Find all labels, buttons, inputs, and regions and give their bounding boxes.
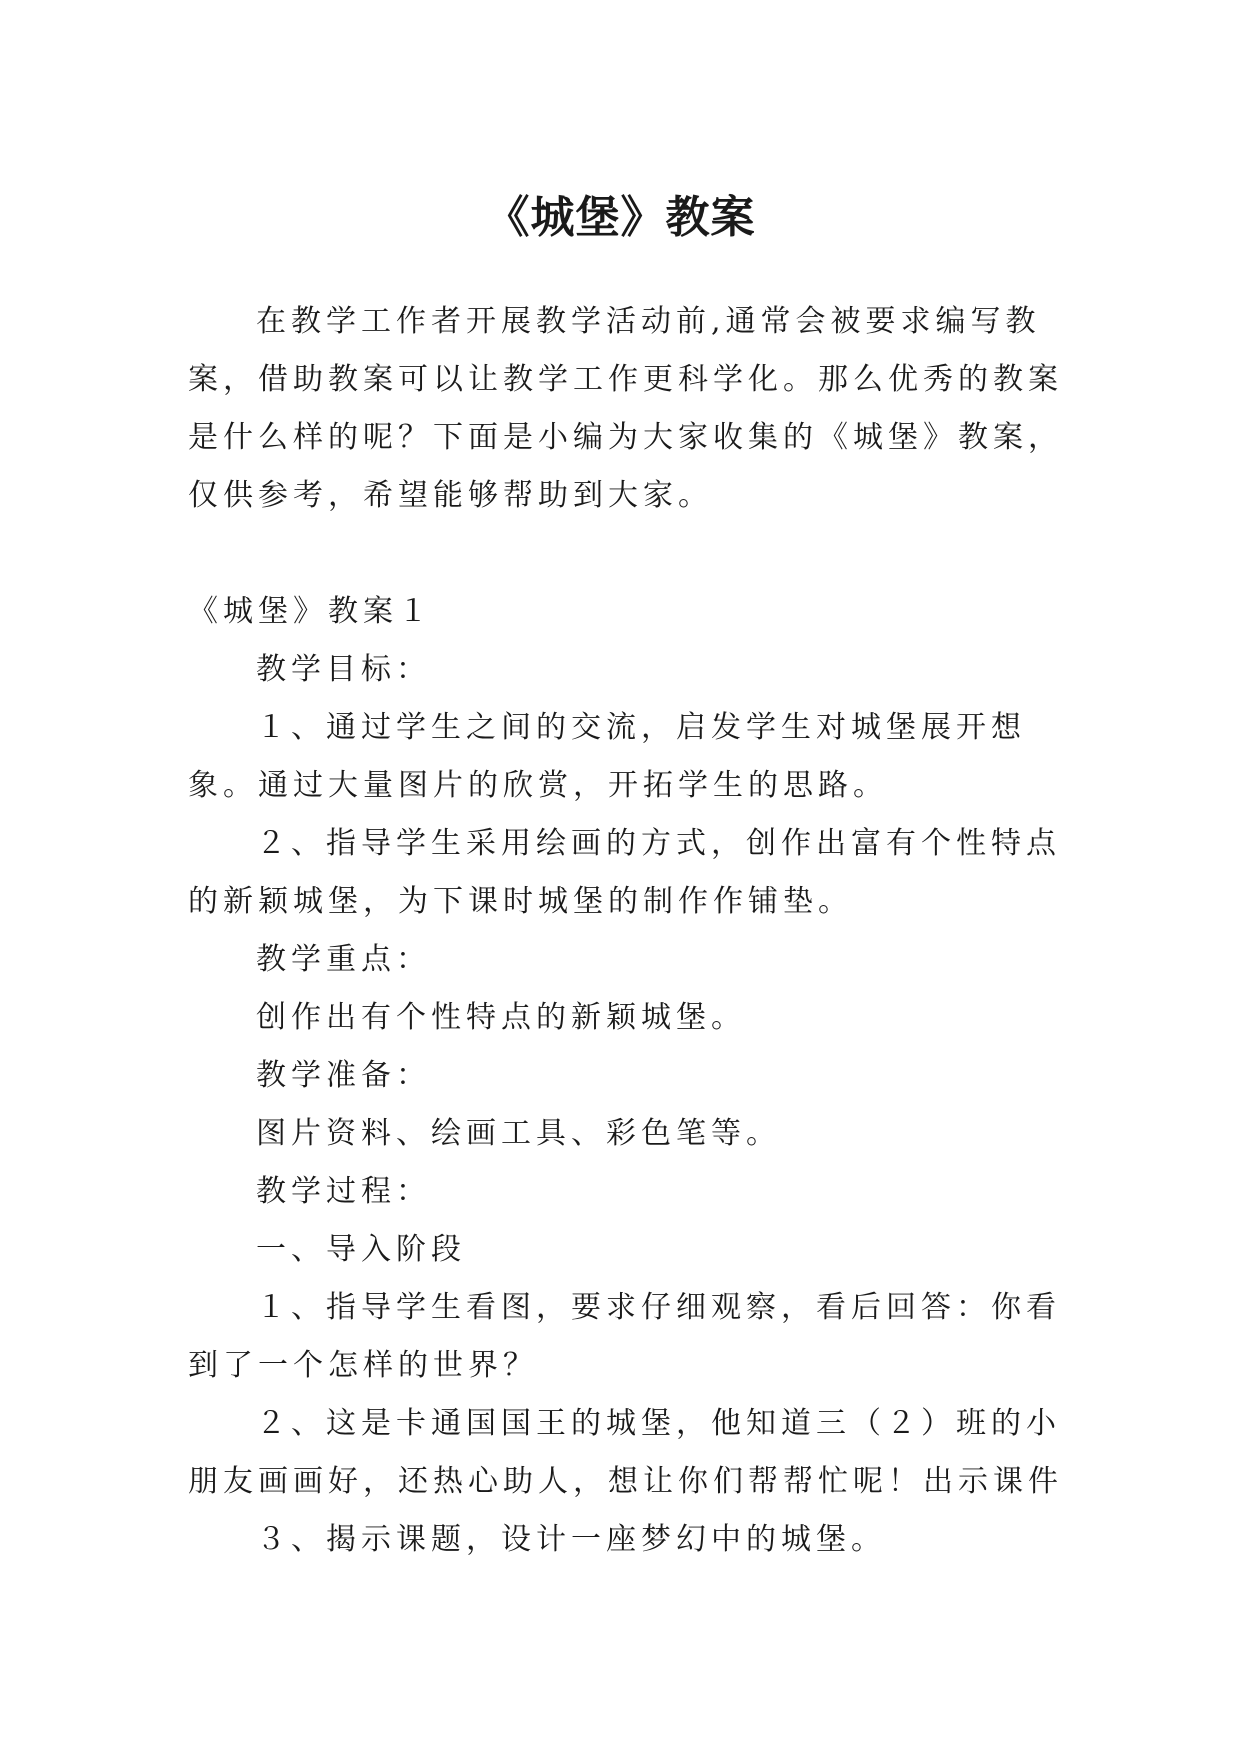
preparation-text: 图片资料、绘画工具、彩色笔等。 xyxy=(256,1116,781,1151)
process-step-1: １、指导学生看图，要求仔细观察，看后回答：你看到了一个怎样的世界？ xyxy=(188,1290,1061,1383)
process-step-3: ３、揭示课题，设计一座梦幻中的城堡。 xyxy=(256,1522,886,1557)
intro-paragraph: 在教学工作者开展教学活动前,通常会被要求编写教案，借助教案可以让教学工作更科学化。那么优秀的教案是什么样的呢？下面是小编为大家收集的《城堡》教案，仅供参考，希望能够帮助到大家。 xyxy=(188,304,1063,513)
heading-preparation: 教学准备： xyxy=(256,1058,431,1093)
heading-process: 教学过程： xyxy=(256,1174,431,1209)
heading-key-points: 教学重点： xyxy=(256,942,431,977)
process-step-2: ２、这是卡通国国王的城堡，他知道三（２）班的小朋友画画好，还热心助人，想让你们帮帮忙呢！出示课件 xyxy=(188,1406,1063,1499)
objective-item-2: ２、指导学生采用绘画的方式，创作出富有个性特点的新颖城堡，为下课时城堡的制作作铺垫。 xyxy=(188,826,1061,919)
section-title: 《城堡》教案１ xyxy=(188,594,433,629)
objective-item-1: １、通过学生之间的交流，启发学生对城堡展开想象。通过大量图片的欣赏，开拓学生的思路。 xyxy=(188,710,1026,803)
key-point-text: 创作出有个性特点的新颖城堡。 xyxy=(256,1000,746,1035)
page-title: 《城堡》教案 xyxy=(485,192,756,244)
heading-objectives: 教学目标： xyxy=(256,652,431,687)
document-body xyxy=(188,293,1068,1569)
process-stage-1: 一、导入阶段 xyxy=(256,1232,466,1267)
